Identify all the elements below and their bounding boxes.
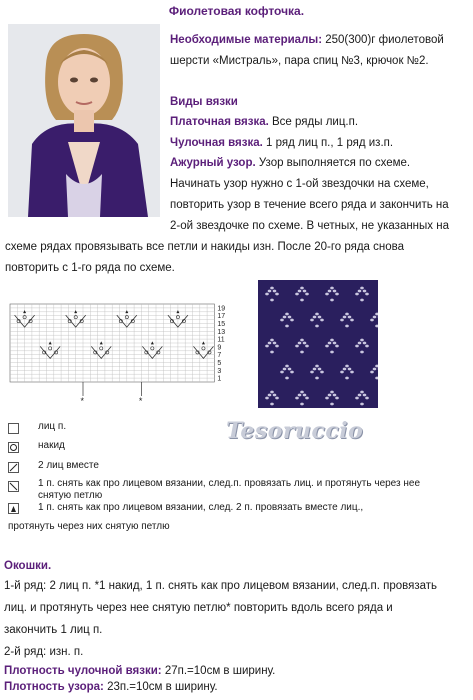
eyelet: [313, 316, 317, 319]
garter-label: Платочная вязка.: [170, 116, 269, 128]
watermark: Tesoruccio: [226, 418, 364, 444]
row-number: 17: [217, 313, 226, 321]
materials-label: Необходимые материалы:: [170, 34, 323, 46]
model-photo: [8, 24, 160, 217]
materials-line1: [170, 30, 470, 51]
eyelet: [330, 299, 334, 302]
eyelet: [360, 391, 364, 394]
eyelet: [348, 316, 352, 319]
eyelet: [355, 345, 359, 348]
eyelet: [275, 397, 279, 400]
eyelet: [363, 394, 367, 397]
eyelet: [305, 345, 309, 348]
eyelet: [340, 319, 344, 322]
density-lace-value: 23п.=10см в ширину.: [107, 681, 218, 693]
eyelet: [345, 313, 349, 316]
k2tog-icon: [8, 460, 20, 471]
eyelet: [345, 365, 349, 368]
knitting-chart: [6, 300, 228, 410]
eyelet: [275, 293, 279, 296]
legend-skp-2: снятую петлю: [38, 490, 103, 501]
skp-icon: [8, 479, 20, 490]
eyelet: [360, 287, 364, 290]
eyelet: [358, 394, 362, 397]
eyelet: [318, 316, 322, 319]
eyelet: [290, 371, 294, 374]
eyelet: [265, 345, 269, 348]
eyelet: [300, 403, 304, 406]
eyelet: [265, 397, 269, 400]
sk2p-icon: [8, 501, 20, 512]
density-lace: [4, 677, 472, 698]
eyelet: [303, 394, 307, 397]
eyelet: [343, 368, 347, 371]
row-number: 7: [217, 352, 222, 360]
row-number: 15: [217, 321, 226, 328]
eyelet: [315, 365, 319, 368]
eyelet: [363, 342, 367, 345]
eyelet: [270, 339, 274, 342]
eyelet: [360, 403, 364, 406]
eyelet: [270, 287, 274, 290]
eyelet: [290, 319, 294, 322]
types-heading: Виды вязки: [170, 96, 238, 108]
eyelet: [330, 351, 334, 354]
eyelet: [340, 371, 344, 374]
eyelet: [328, 290, 332, 293]
eyelet: [298, 394, 302, 397]
windows-row1-line3: закончить 1 лиц п.: [4, 624, 103, 636]
eyelet: [295, 345, 299, 348]
eyelet: [273, 394, 277, 397]
eyelet: [275, 345, 279, 348]
eyelet: [365, 345, 369, 348]
eyelet: [283, 316, 287, 319]
eyelet: [350, 319, 354, 322]
eyelet: [335, 397, 339, 400]
eyelet: [330, 287, 334, 290]
eyelet: [315, 313, 319, 316]
eyelet: [350, 371, 354, 374]
eyelet: [330, 403, 334, 406]
eyelet: [313, 368, 317, 371]
eyelet: [320, 319, 324, 322]
fabric-swatch-photo: [258, 280, 378, 408]
eyelet: [315, 325, 319, 328]
garter-text: Все ряды лиц.п.: [272, 116, 359, 128]
windows-heading: Окошки.: [4, 560, 52, 572]
eyelet: [300, 299, 304, 302]
lace-desc-4: схеме рядах провязывать все петли и накиды изн. После 20-го ряда снова: [5, 241, 405, 253]
eyelet: [273, 342, 277, 345]
eyelet: [273, 290, 277, 293]
eyelet: [370, 319, 374, 322]
eyelet: [325, 293, 329, 296]
legend-skp-1: 1 п. снять как про лицевом вязании, след.п. провязать лиц. и протянуть через нее: [38, 478, 421, 489]
row-number: 19: [217, 305, 226, 313]
eyelet: [345, 377, 349, 380]
eyelet: [365, 397, 369, 400]
eyelet: [333, 342, 337, 345]
eyelet: [298, 342, 302, 345]
eyelet: [358, 342, 362, 345]
eyelet: [370, 371, 374, 374]
eyelet: [303, 342, 307, 345]
eyelet: [268, 342, 272, 345]
eyelet: [365, 293, 369, 296]
row-number: 11: [217, 336, 225, 344]
eyelet: [270, 403, 274, 406]
row-number: 3: [217, 367, 222, 375]
stockinette-label: Чулочная вязка.: [170, 137, 263, 149]
eyelet: [328, 342, 332, 345]
density-stockinette-value: 27п.=10см в ширину.: [164, 665, 276, 677]
row-number: 9: [217, 344, 222, 352]
eyelet: [285, 325, 289, 328]
windows-row2: 2-й ряд: изн. п.: [4, 646, 84, 658]
eyelet: [288, 316, 292, 319]
eyelet: [328, 394, 332, 397]
eyelet: [300, 339, 304, 342]
eyelet: [333, 290, 337, 293]
eyelet: [373, 368, 377, 371]
square-icon: [8, 421, 20, 432]
eyelet: [300, 287, 304, 290]
lace-line: [170, 153, 470, 174]
eyelet: [268, 394, 272, 397]
eyelet: [295, 293, 299, 296]
eyelet: [298, 290, 302, 293]
eyelet: [335, 345, 339, 348]
legend-knit: лиц п.: [38, 421, 67, 432]
eyelet: [305, 397, 309, 400]
eyelet: [300, 351, 304, 354]
eyelet: [280, 319, 284, 322]
eyelet: [343, 316, 347, 319]
eyelet: [358, 290, 362, 293]
lace-text: Узор выполняется по схеме.: [258, 157, 411, 169]
eyelet: [265, 293, 269, 296]
stockinette-text: 1 ряд лиц п., 1 ряд из.п.: [266, 137, 394, 149]
eyelet: [270, 391, 274, 394]
eyelet: [295, 397, 299, 400]
lace-desc-1: Начинать узор нужно с 1-ой звездочки на схеме,: [170, 178, 429, 190]
eyelet: [283, 368, 287, 371]
eyelet: [270, 351, 274, 354]
eyelet: [355, 397, 359, 400]
eyelet: [310, 319, 314, 322]
eyelet: [373, 316, 377, 319]
eyelet: [268, 290, 272, 293]
eyelet: [280, 371, 284, 374]
page-title: Фиолетовая кофточка.: [168, 4, 305, 18]
lace-label: Ажурный узор.: [170, 157, 256, 169]
legend-yarn-over: накид: [38, 440, 65, 451]
eyelet: [300, 391, 304, 394]
eyelet: [320, 371, 324, 374]
garter-line: [170, 112, 470, 133]
legend-sk2p-2: протянуть через них снятую петлю: [8, 521, 170, 532]
stockinette-line: [170, 133, 470, 154]
eyelet: [315, 377, 319, 380]
yarn-over-icon: [8, 440, 20, 451]
row-number: 5: [217, 360, 222, 367]
eyelet: [285, 377, 289, 380]
eyelet: [305, 293, 309, 296]
lace-desc-3: 2-ой звездочке по схеме. В четных, не указанных на: [170, 220, 449, 232]
eyelet: [335, 293, 339, 296]
eyelet: [325, 397, 329, 400]
eyelet: [318, 368, 322, 371]
repeat-marker: *: [138, 396, 143, 406]
density-lace-label: Плотность узора:: [4, 681, 104, 693]
lace-desc-2: повторить узор в течение всего ряда и закончить на: [170, 199, 449, 211]
legend-k2tog: 2 лиц вместе: [38, 460, 99, 471]
eyelet: [285, 365, 289, 368]
materials-value: 250(300)г фиолетовой: [325, 34, 444, 46]
eyelet: [348, 368, 352, 371]
legend-sk2p-1: 1 п. снять как про лицевом вязании, след. 2 п. провязать вместе лиц.,: [38, 502, 364, 513]
eyelet: [325, 345, 329, 348]
eyelet: [330, 339, 334, 342]
eyelet: [360, 299, 364, 302]
repeat-marker: *: [80, 396, 85, 406]
eyelet: [360, 351, 364, 354]
eyelet: [363, 290, 367, 293]
materials-line2: шерсти «Мистраль», пара спиц №3, крючок №2.: [170, 55, 429, 67]
eyelet: [310, 371, 314, 374]
density-stockinette-label: Плотность чулочной вязки:: [4, 665, 162, 677]
lace-desc-5: повторить с 1-го ряда по схеме.: [5, 262, 175, 274]
row-number: 13: [217, 328, 226, 336]
eyelet: [288, 368, 292, 371]
windows-row1-line1: 1-й ряд: 2 лиц п. *1 накид, 1 п. снять как про лицевом вязании, след.п. провязать: [4, 580, 437, 592]
eyelet: [330, 391, 334, 394]
eyelet: [355, 293, 359, 296]
eyelet: [345, 325, 349, 328]
windows-row1-line2: лиц. и протянуть через нее снятую петлю* повторить вдоль всего ряда и: [4, 602, 393, 614]
eyelet: [333, 394, 337, 397]
eyelet: [270, 299, 274, 302]
eyelet: [285, 313, 289, 316]
eyelet: [303, 290, 307, 293]
row-number: 1: [217, 375, 222, 383]
eyelet: [360, 339, 364, 342]
